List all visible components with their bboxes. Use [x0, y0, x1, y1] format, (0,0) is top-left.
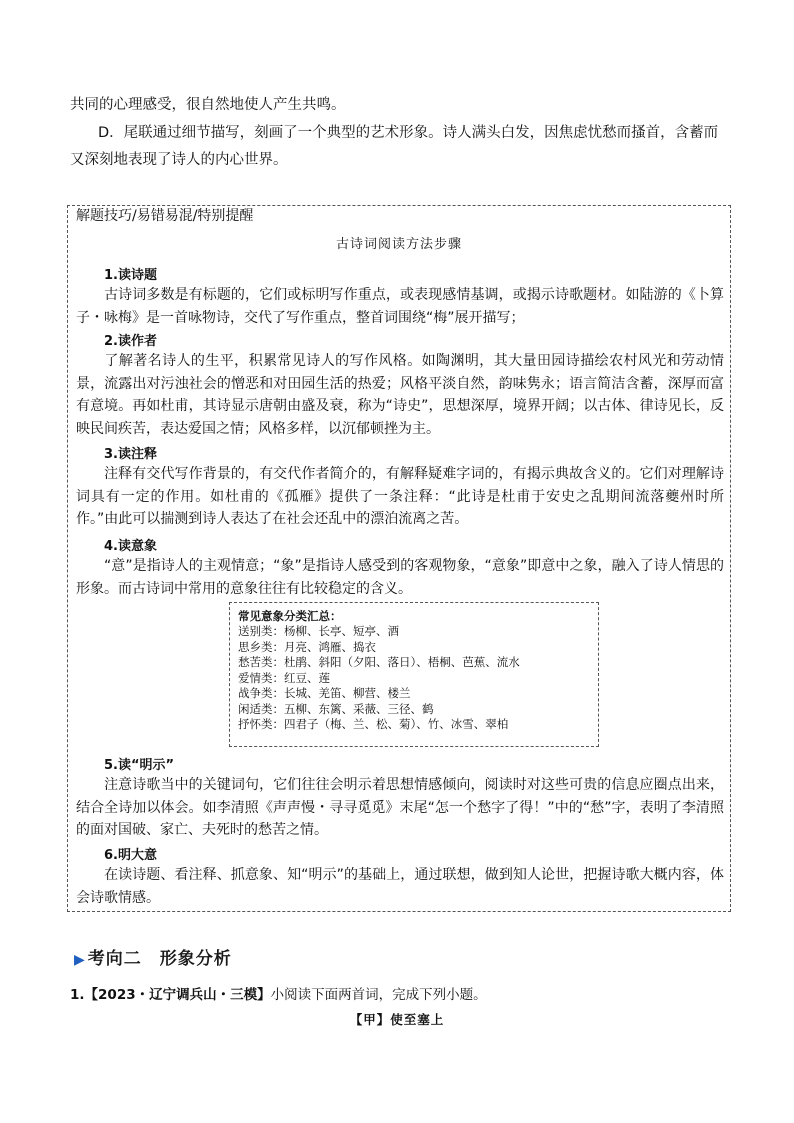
section-1-body: 古诗词多数是有标题的，它们或标明写作重点，或表现感情基调，或揭示诗歌题材。如陆游的《卜算子・咏梅》是一首咏物诗，交代了写作重点，整首词围绕“梅”展开描写； [76, 287, 724, 326]
question-line [70, 983, 487, 1003]
section-heading: ▶ 考向二 形象分析 [74, 949, 232, 969]
tips-title: 古诗词阅读方法步骤 [335, 237, 462, 252]
imagery-row: 闲适类：五柳、东篱、采薇、三径、鹤 [238, 701, 434, 716]
intro-line: 共同的心理感受，很自然地使人产生共鸣。 [70, 97, 346, 113]
option-d: D．尾联通过细节描写，刻画了一个典型的艺术形象。诗人满头白发，因焦虑忧愁而搔首，含蓄而又深刻地表现了诗人的内心世界。 [70, 125, 719, 168]
question-number: 1. [70, 987, 85, 1003]
imagery-row: 战争类：长城、羌笛、柳营、楼兰 [238, 686, 411, 700]
triangle-marker-icon: ▶ [74, 952, 86, 968]
question-text: 小阅读下面两首词，完成下列小题。 [270, 987, 487, 1003]
imagery-row: 送别类：杨柳、长亭、短亭、酒 [238, 624, 399, 638]
imagery-row: 愁苦类：杜鹃、斜阳（夕阳、落日）、梧桐、芭蕉、流水 [238, 655, 520, 669]
section-5-heading: 5.读“明示” [104, 758, 175, 773]
imagery-row: 抒怀类：四君子（梅、兰、松、菊）、竹、冰雪、翠柏 [238, 717, 509, 731]
tips-box [67, 205, 731, 912]
section-3-heading: 3.读注释 [104, 447, 157, 462]
imagery-row: 爱情类：红豆、莲 [238, 670, 330, 685]
imagery-row: 思乡类：月亮、鸿雁、捣衣 [238, 639, 376, 654]
tips-header: 解题技巧/易错易混/特别提醒 [76, 208, 254, 224]
question-source: 【2023・辽宁调兵山・三模】 [84, 987, 271, 1003]
section-2-heading: 2.读作者 [104, 334, 157, 349]
imagery-title: 常见意象分类汇总： [238, 609, 342, 623]
section-6-body: 在读诗题、看注释、抓意象、知“明示”的基础上，通过联想，做到知人论世，把握诗歌大概内容，体会诗歌情感。 [76, 867, 724, 906]
poem-title: 【甲】使至塞上 [349, 1012, 445, 1027]
section-6-heading: 6.明大意 [104, 848, 157, 863]
section-4-body: “意”是指诗人的主观情意；“象”是指诗人感受到的客观物象，“意象”即意中之象，融入了诗人情思的形象。而古诗词中常用的意象往往有比较稳定的含义。 [76, 558, 724, 597]
imagery-summary-box [229, 602, 599, 747]
section-3-body: 注释有交代写作背景的，有交代作者简介的，有解释疑难字词的，有揭示典故含义的。它们对理解诗词具有一定的作用。如杜甫的《孤雁》提供了一条注释：“此诗是杜甫于安史之乱期间流落夔州时所作。”由此可以揣测到诗人表达了在社会还乱中的漂泊流离之苦。 [76, 466, 724, 527]
section-2-body: 了解著名诗人的生平，积累常见诗人的写作风格。如陶渊明，其大量田园诗描绘农村风光和劳动情景，流露出对污浊社会的憎恶和对田园生活的热爱；风格平淡自然，韵味隽永；语言简洁含蓄，深厚而富有意境。再如杜甫，其诗显示唐朝由盛及衰，称为“诗史”，思想深厚，境界开阔；以古体、律诗见长，反映民间疾苦，表达爱国之情；风格多样，以沉郁顿挫为主。 [76, 353, 724, 437]
section-4-heading: 4.读意象 [104, 539, 157, 554]
section-5-body: 注意诗歌当中的关键词句，它们往往会明示着思想情感倾向，阅读时对这些可贵的信息应圈点出来，结合全诗加以体会。如李清照《声声慢・寻寻觅觅》末尾“怎一个愁字了得！”中的“愁”字，表明了李清照的面对国破、家亡、夫死时的愁苦之情。 [76, 777, 724, 838]
section-1-heading: 1.读诗题 [104, 268, 157, 283]
